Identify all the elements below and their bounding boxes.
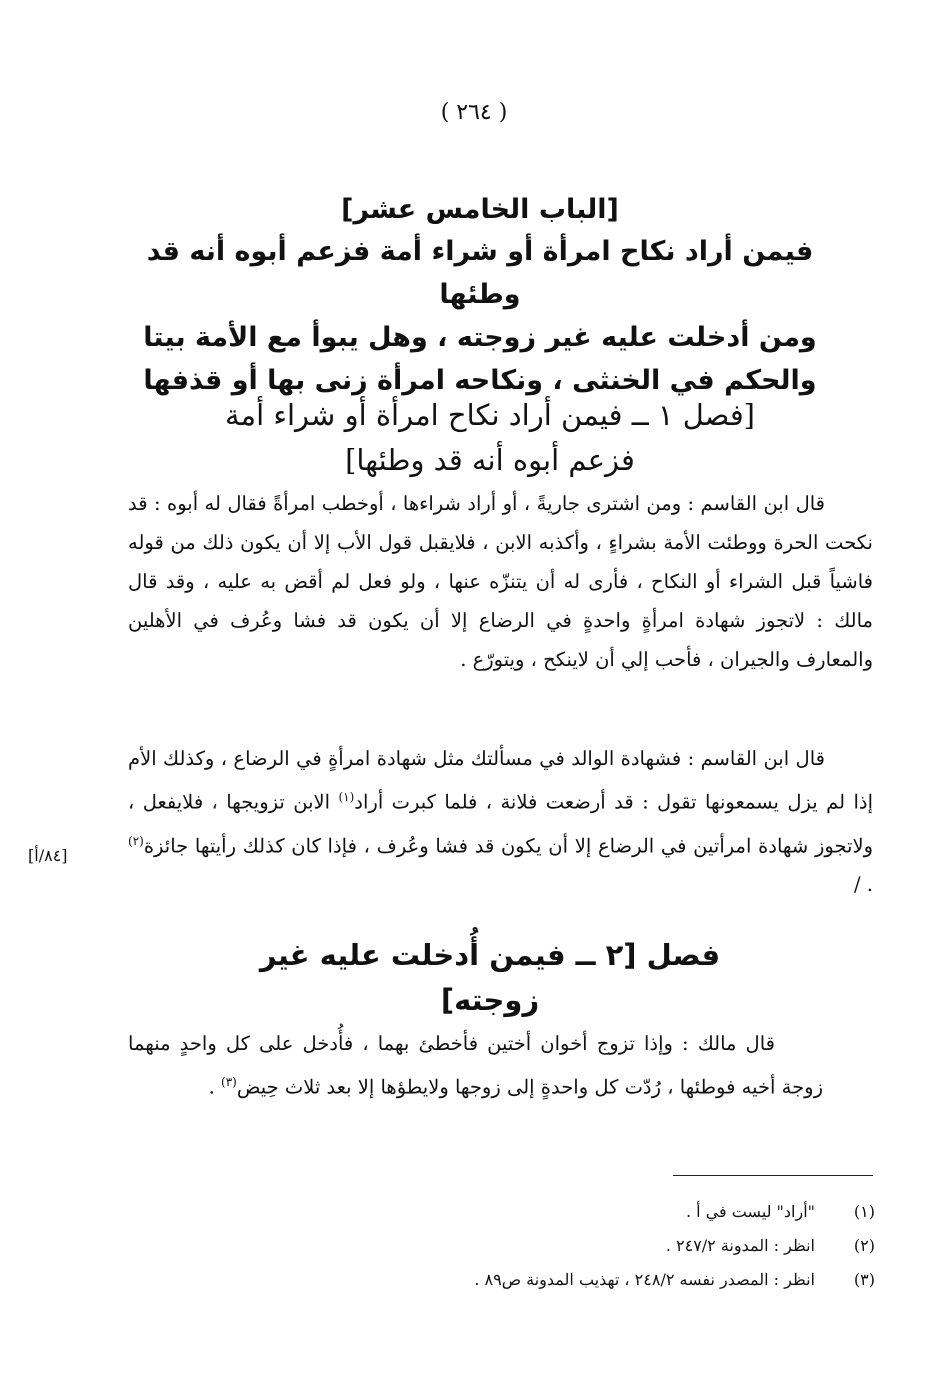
paragraph-2	[128, 739, 873, 904]
footnote-ref: (١)	[338, 790, 355, 804]
paragraph-2-part: قال ابن القاسم : فشهادة الوالد في مسألتك مثل شهادة امرأةٍ في الرضاع ، وكذلك الأم إذا لم يزل يسمعونها تقول : قد أرضعت فلانة ، فلما كبرت أراد	[128, 747, 873, 814]
chapter-title-line: فيمن أراد نكاح امرأة أو شراء أمة فزعم أبوه أنه قد وطئها	[146, 236, 814, 310]
chapter-heading	[110, 190, 850, 402]
paragraph-3-part: .	[208, 1075, 222, 1099]
paragraph-3-part: قال مالك : وإذا تزوج أخوان أختين فأخطئ بهما ، فأُدخل على كل واحدٍ منهما زوجة أخيه فوطئها ، رُدّت كل واحدةٍ إلى زوجها ولايطؤها إلا بعد ثلاث حِيض	[128, 1032, 823, 1099]
paragraph-2-part: . /	[854, 873, 873, 896]
footnote-separator	[673, 1175, 873, 1176]
section-2-heading: فصل [٢ ــ فيمن أُدخلت عليه غير زوجته]	[259, 938, 721, 1017]
footnotes	[330, 1195, 875, 1297]
footnote-ref: (٢)	[128, 833, 144, 848]
footnote	[330, 1263, 875, 1297]
manuscript-folio-marker: [٨٤/أ]	[28, 846, 68, 865]
paragraph-2-part: الابن تزويجها ، فلايفعل ، ولاتجوز شهادة امرأتين في الرضاع إلا أن يكون قد فشا وعُرف ، فإذا كان كذلك رأيتها جائزة	[128, 790, 873, 857]
footnote-text: انظر : المصدر نفسه ٢٤٨/٢ ، تهذيب المدونة ص٨٩ .	[474, 1270, 815, 1289]
footnote-number: (٢)	[853, 1236, 875, 1255]
footnote-ref: (٣)	[221, 1075, 237, 1089]
paragraph-2-text	[128, 739, 873, 904]
page-number: ( ٢٦٤ )	[440, 100, 508, 125]
paragraph-1-text: قال ابن القاسم : ومن اشترى جاريةً ، أو أراد شراءها ، أوخطب امرأةً فقال له أبوه : قد نكحت الحرة ووطئت الأمة بشراءٍ ، وأكذبه الابن ، فلايقبل قول الأب إلا أن يكون ذلك من قوله فاشياً قبل الشراء أو النكاح ، فأرى له أن يتنزّه عنها ، ولو فعل لم أقض به عليه ، وقد قال مالك : لاتجوز شهادة امرأةٍ واحدةٍ في الرضاع إلا أن يكون قد فشا وعُرف في الأهلين والمعارف والجيران ، فأحب إلي أن لاينكح ، ويتورّع .	[128, 492, 873, 671]
section-1-heading	[180, 393, 800, 483]
chapter-title-line: والحكم في الخنثى ، ونكاحه امرأة زنى بها أو قذفها	[143, 365, 817, 396]
footnote	[330, 1195, 875, 1229]
paragraph-3-text	[128, 1024, 823, 1107]
footnote-text: "أراد" ليست في أ .	[685, 1202, 815, 1221]
section-1-title-line: فزعم أبوه أنه قد وطئها]	[345, 443, 635, 477]
footnote	[330, 1229, 875, 1263]
section-1-title-line: [فصل ١ ــ فيمن أراد نكاح امرأة أو شراء أمة	[225, 398, 755, 432]
paragraph-3	[128, 1024, 823, 1107]
chapter-label: [الباب الخامس عشر]	[341, 194, 619, 225]
footnote-number: (٣)	[853, 1270, 875, 1289]
footnote-text: انظر : المدونة ٢٤٧/٢ .	[665, 1236, 815, 1255]
footnote-number: (١)	[853, 1202, 875, 1221]
chapter-title-line: ومن أدخلت عليه غير زوجته ، وهل يبوأ مع الأمة بيتا	[143, 322, 817, 353]
paragraph-1	[128, 484, 873, 679]
